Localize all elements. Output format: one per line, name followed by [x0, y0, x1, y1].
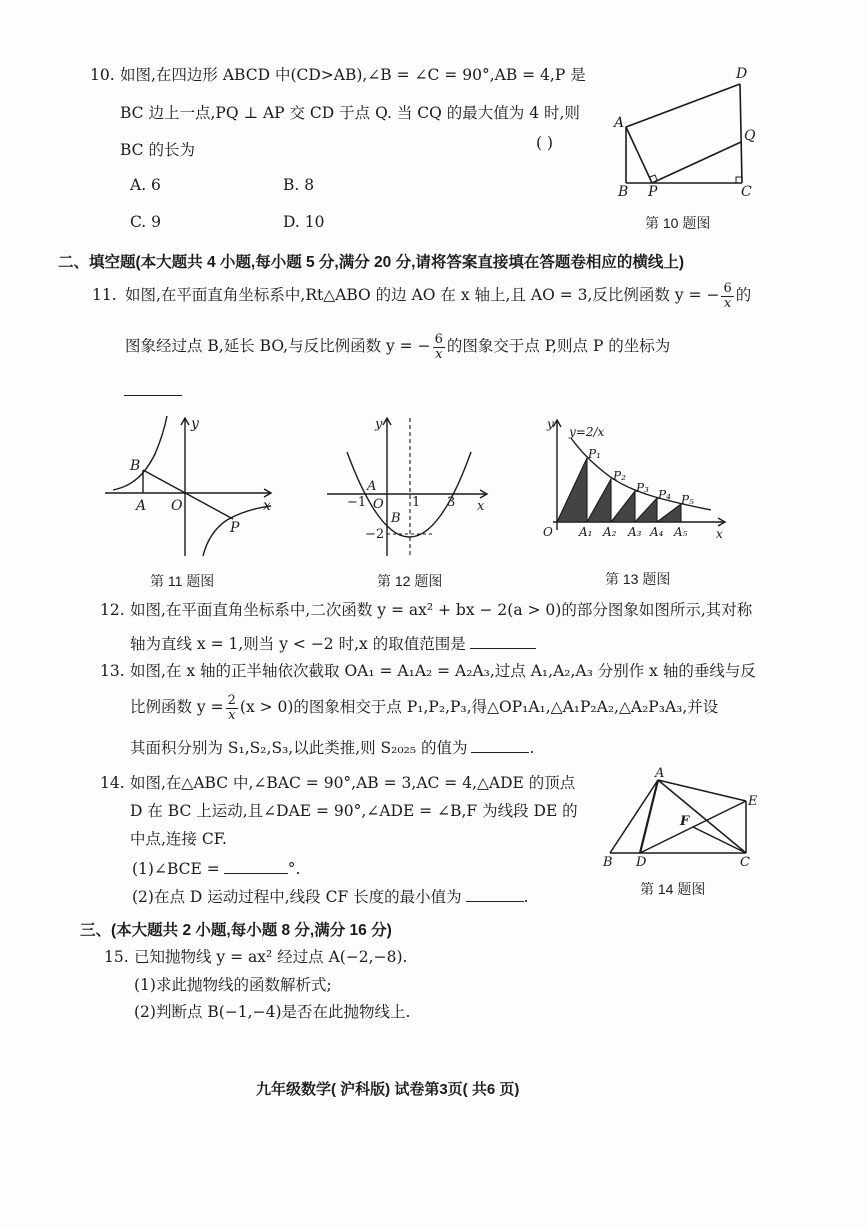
- q13-label-y: y: [547, 417, 554, 431]
- q12-label-a: A: [367, 479, 377, 494]
- q13-label-o: O: [543, 525, 553, 539]
- q13-label-a3: A₃: [628, 525, 642, 539]
- q10-option-b: B. 8: [283, 176, 315, 194]
- q12-stem-line1: 如图,在平面直角坐标系中,二次函数 y = ax² + bx − 2(a > 0)的部分图象如图所示,其对称: [130, 601, 753, 619]
- q14-stem-line3: 中点,连接 CF.: [130, 830, 227, 848]
- q12-answer-blank[interactable]: [470, 636, 536, 649]
- q13-line2-text: 比例函数 y =: [130, 698, 224, 716]
- q13-label-p5: P₅: [681, 493, 694, 507]
- q13-answer-blank[interactable]: [471, 740, 529, 753]
- q11-label-a: A: [136, 498, 147, 514]
- q10-label-p: P: [648, 184, 658, 197]
- page-footer: 九年级数学( 沪科版) 试卷第3页( 共6 页): [256, 1081, 520, 1098]
- q10-segment-pq: [652, 142, 741, 183]
- q13-label-a5: A₅: [674, 525, 688, 539]
- q13-triangle-1: [557, 458, 587, 522]
- q12-label-one: 1: [412, 495, 421, 510]
- q12-stem-line2: [130, 636, 536, 653]
- q14-part1-end: °.: [287, 860, 301, 878]
- q13-fraction: $\frac{2}{x}$: [227, 692, 236, 723]
- q11-label-y: y: [191, 416, 199, 432]
- q14-side-ab: [610, 780, 658, 853]
- q10-option-c: C. 9: [130, 213, 162, 231]
- q12-figure: [325, 410, 495, 560]
- q14-number: 14.: [100, 774, 125, 792]
- q10-answer-paren: ( ): [536, 134, 554, 152]
- q10-figure-caption: 第 10 题图: [645, 215, 711, 231]
- q12-label-b: B: [391, 511, 401, 526]
- q11-stem-line1: [125, 280, 751, 310]
- q15-part1: (1)求此抛物线的函数解析式;: [134, 976, 332, 994]
- q14-label-f: F: [680, 814, 690, 829]
- section2-heading: 二、填空题(本大题共 4 小题,每小题 5 分,满分 20 分,请将答案直接填在答题卷相应的横线上): [58, 254, 685, 271]
- q11-answer-blank[interactable]: [124, 383, 182, 396]
- q11-segment-bp: [143, 470, 233, 519]
- q13-line3-end: .: [529, 739, 535, 757]
- q10-stem-line3: BC 的长为: [120, 141, 195, 159]
- q13-line2-tail: (x > 0)的图象相交于点 P₁,P₂,P₃,得△OP₁A₁,△A₁P₂A₂,△A₂P₃A₃,并设: [239, 698, 719, 716]
- q15-number: 15.: [104, 948, 129, 966]
- q12-label-x: x: [477, 499, 485, 514]
- section3-heading: 三、(本大题共 2 小题,每小题 8 分,满分 16 分): [80, 922, 392, 939]
- q11-label-x: x: [263, 498, 271, 514]
- q14-stem-line1: 如图,在△ABC 中,∠BAC = 90°,AB = 3,AC = 4,△ADE 的顶点: [130, 774, 576, 792]
- q11-fraction-2: $\frac{6}{x}$: [434, 331, 443, 362]
- q14-part2-text: (2)在点 D 运动过程中,线段 CF 长度的最小值为: [132, 888, 462, 906]
- q13-stem-line3: [130, 740, 534, 757]
- q13-figure: [535, 412, 735, 552]
- q10-label-q: Q: [744, 128, 756, 144]
- q13-label-p4: P₄: [658, 488, 671, 502]
- q13-label-p1: P₁: [588, 447, 601, 461]
- q11-line1-text: 如图,在平面直角坐标系中,Rt△ABO 的边 AO 在 x 轴上,且 AO = 3,反比例函数 y = −: [125, 286, 720, 304]
- q14-label-b: B: [603, 855, 613, 870]
- q14-label-a: A: [655, 766, 665, 781]
- q10-option-a: A. 6: [130, 176, 161, 194]
- q13-stem-line1: 如图,在 x 轴的正半轴依次截取 OA₁ = A₁A₂ = A₂A₃,过点 A₁,A₂,A₃ 分别作 x 轴的垂线与反: [130, 662, 756, 680]
- q11-figure: [103, 410, 283, 560]
- q14-part2: [132, 889, 529, 906]
- q11-number: 11.: [92, 286, 117, 304]
- q14-figure: [600, 765, 770, 875]
- q12-label-neg1: −1: [347, 495, 367, 510]
- q11-line2-tail: 的图象交于点 P,则点 P 的坐标为: [446, 337, 671, 355]
- q12-label-three: 3: [447, 495, 456, 510]
- q10-option-d: D. 10: [283, 213, 325, 231]
- q13-label-a2: A₂: [603, 525, 617, 539]
- q15-stem: 已知抛物线 y = ax² 经过点 A(−2,−8).: [134, 948, 408, 966]
- q14-part2-end: .: [523, 888, 529, 906]
- q14-label-d: D: [636, 855, 647, 870]
- q13-number: 13.: [100, 662, 125, 680]
- q13-triangle-3: [611, 491, 635, 522]
- q11-figure-caption: 第 11 题图: [150, 573, 215, 589]
- q13-label-func: y=2/x: [569, 425, 605, 439]
- q10-stem-line1: 如图,在四边形 ABCD 中(CD>AB),∠B = ∠C = 90°,AB = 4,P 是: [120, 66, 586, 84]
- q13-label-x: x: [716, 527, 723, 541]
- q10-side-da: [626, 84, 740, 127]
- q11-stem-line2: [125, 331, 670, 361]
- q13-triangle-2: [587, 479, 611, 522]
- q11-fraction-1: $\frac{6}{x}$: [723, 280, 732, 311]
- q13-figure-caption: 第 13 题图: [605, 571, 671, 587]
- q13-label-p2: P₂: [613, 469, 626, 483]
- q14-stem-line2: D 在 BC 上运动,且∠DAE = 90°,∠ADE = ∠B,F 为线段 DE 的: [130, 802, 578, 820]
- q12-label-neg2: −2: [365, 527, 385, 542]
- q12-label-origin: O: [373, 497, 384, 512]
- q14-label-e: E: [748, 794, 758, 809]
- q10-label-d: D: [736, 66, 748, 82]
- q11-label-b: B: [130, 458, 141, 474]
- q13-label-a4: A₄: [650, 525, 664, 539]
- q12-label-y: y: [375, 417, 383, 432]
- q14-part1: [132, 861, 300, 878]
- q10-figure: [610, 62, 760, 197]
- q10-label-c: C: [741, 184, 752, 197]
- q10-stem-line2: BC 边上一点,PQ ⊥ AP 交 CD 于点 Q. 当 CQ 的最大值为 4 时,则: [120, 104, 580, 122]
- q14-figure-caption: 第 14 题图: [640, 881, 706, 897]
- q10-label-b: B: [618, 184, 629, 197]
- q13-triangle-4: [635, 498, 657, 522]
- q10-number: 10.: [90, 66, 115, 84]
- q14-part1-blank[interactable]: [224, 861, 288, 874]
- q14-part1-text: (1)∠BCE =: [132, 860, 220, 878]
- q12-figure-caption: 第 12 题图: [377, 573, 443, 589]
- q13-triangle-5: [657, 504, 681, 522]
- q14-segment-ad: [640, 780, 658, 853]
- q13-label-p3: P₃: [636, 481, 649, 495]
- q10-label-a: A: [614, 115, 625, 131]
- q12-line2-text: 轴为直线 x = 1,则当 y < −2 时,x 的取值范围是: [130, 635, 466, 653]
- q10-side-cd: [740, 84, 742, 183]
- q10-segment-ap: [626, 127, 652, 183]
- q13-label-a1: A₁: [579, 525, 593, 539]
- q11-label-o: O: [171, 498, 183, 514]
- q13-line3-text: 其面积分别为 S₁,S₂,S₃,以此类推,则 S₂₀₂₅ 的值为: [130, 739, 468, 757]
- q12-number: 12.: [100, 601, 125, 619]
- q11-line1-tail: 的: [735, 286, 752, 304]
- q13-stem-line2: [130, 692, 718, 722]
- q11-line2-text: 图象经过点 B,延长 BO,与反比例函数 y = −: [125, 337, 431, 355]
- q14-part2-blank[interactable]: [466, 889, 524, 902]
- q14-label-c: C: [740, 855, 750, 870]
- q15-part2: (2)判断点 B(−1,−4)是否在此抛物线上.: [134, 1003, 411, 1021]
- q11-label-p: P: [230, 520, 240, 536]
